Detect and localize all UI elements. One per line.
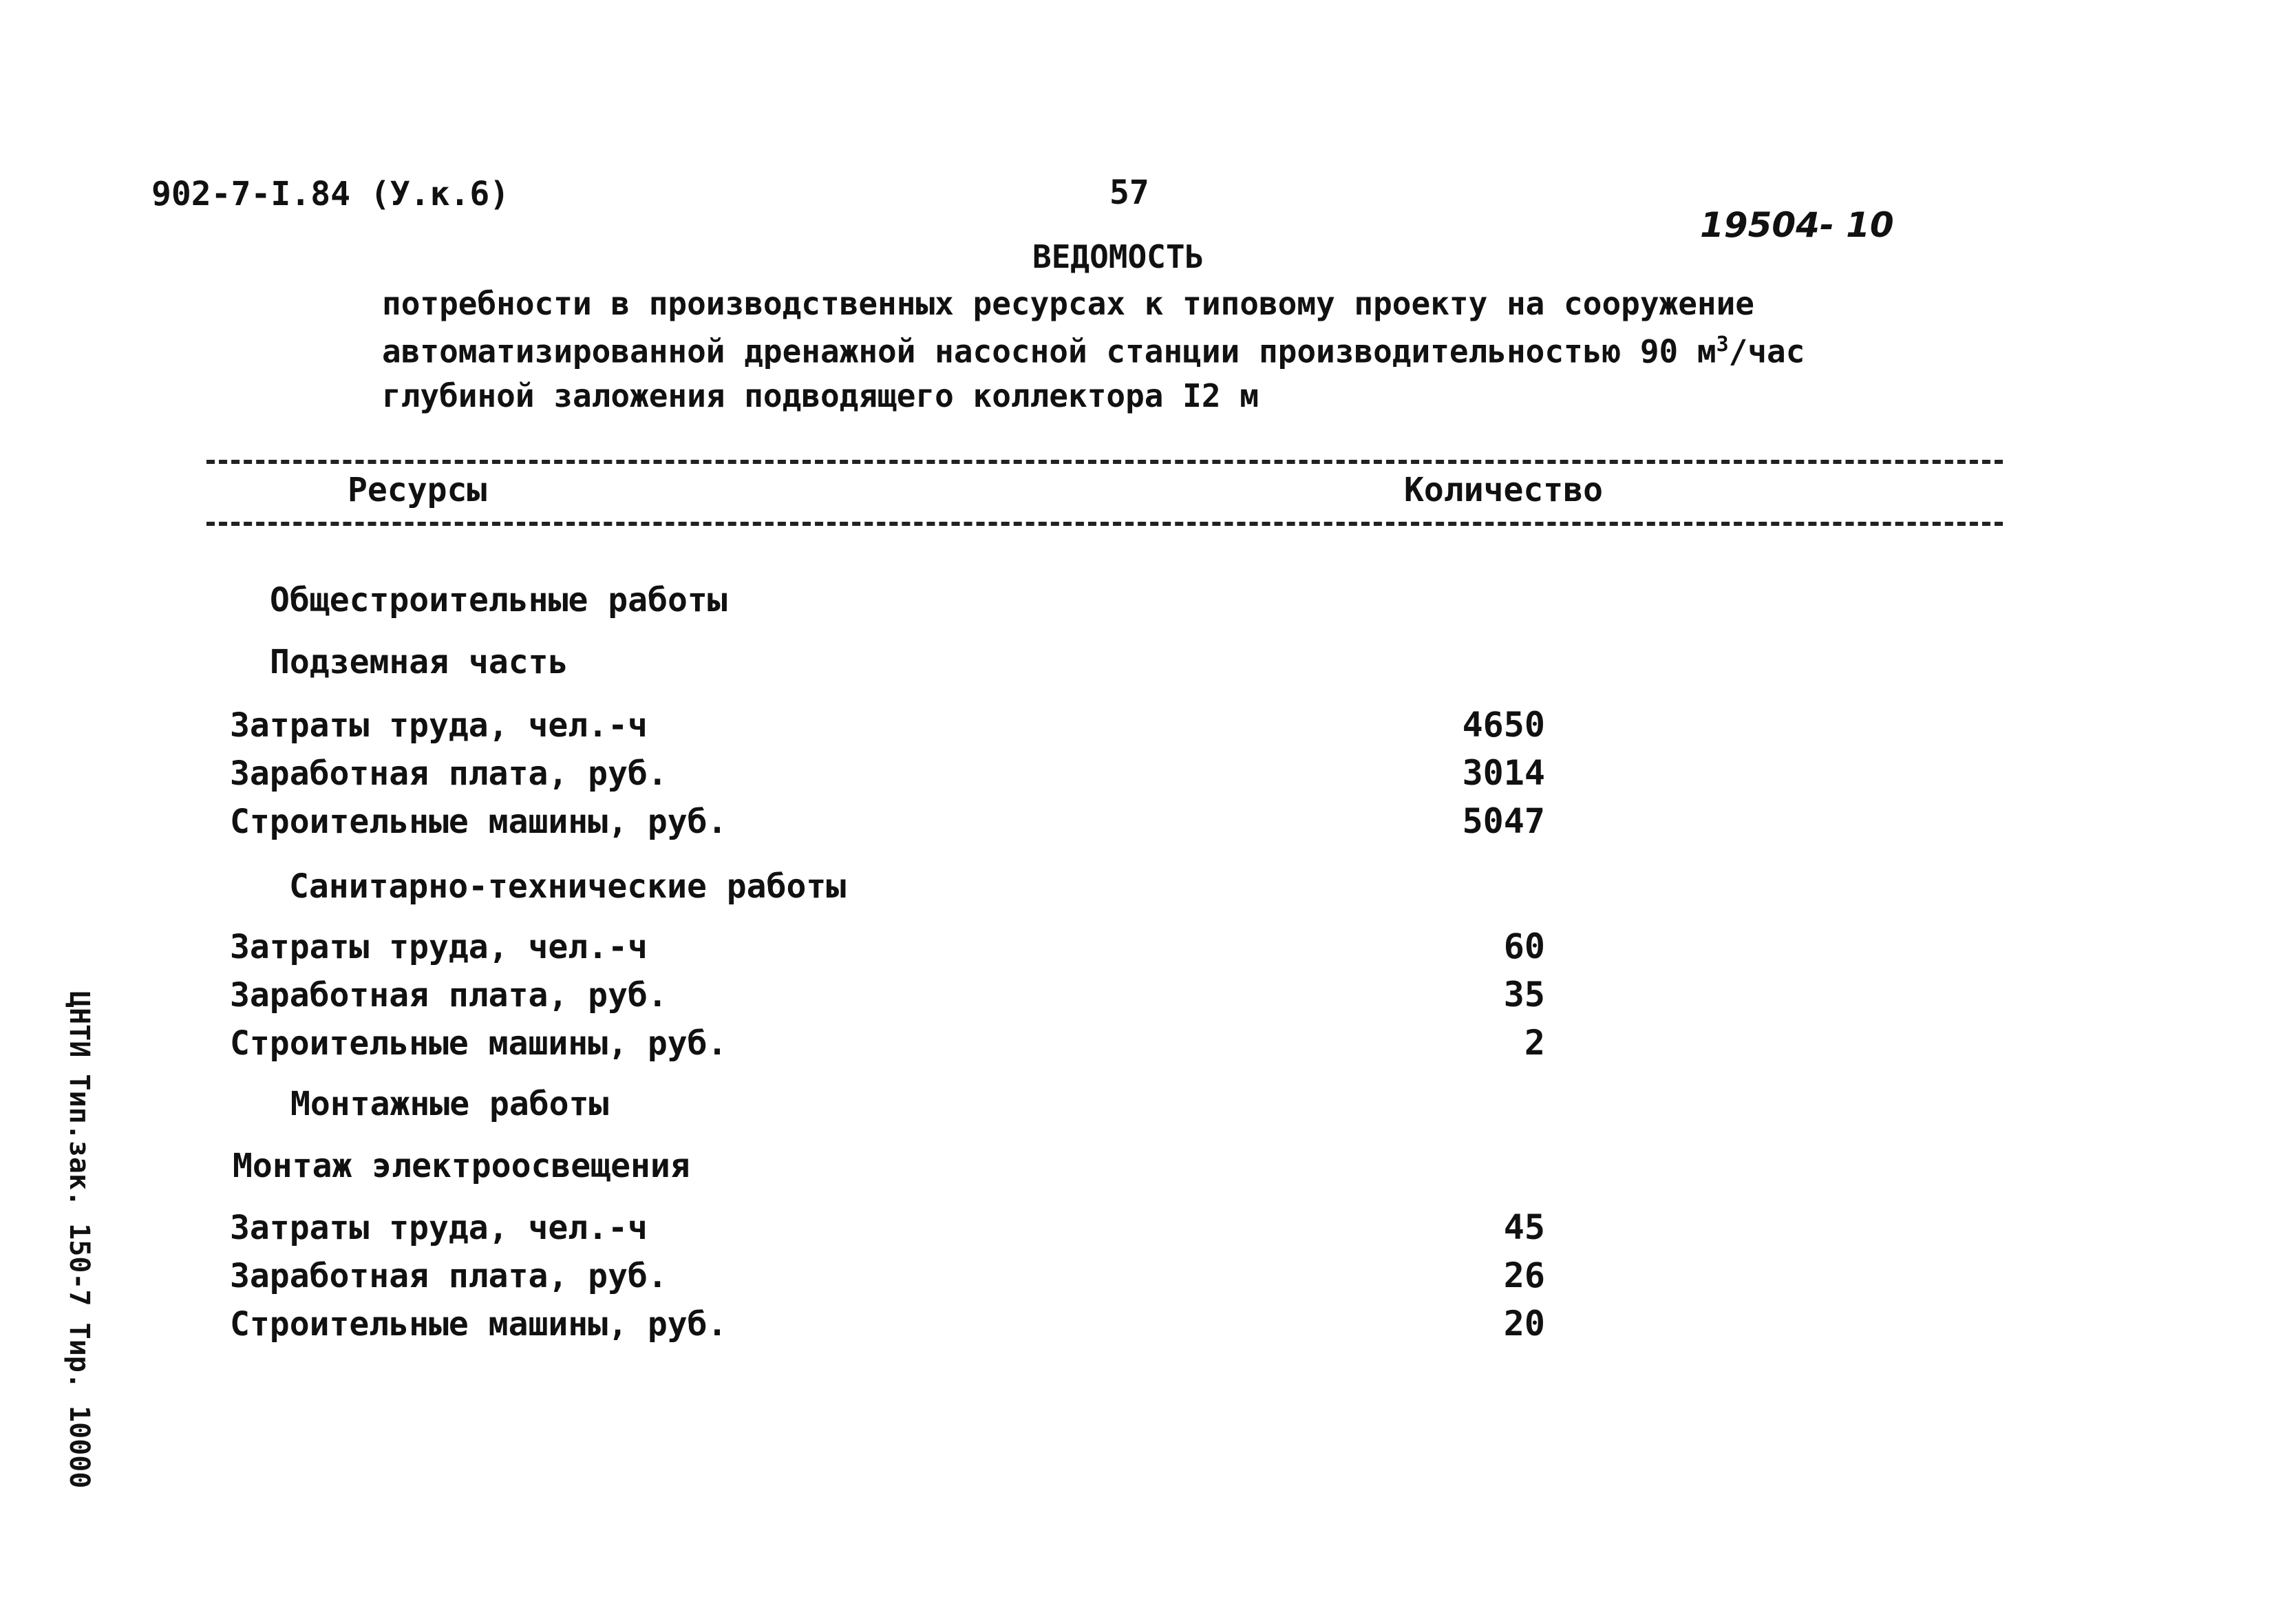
table-row-value: 3014 (1462, 753, 1545, 793)
table-row-label: Строительные машины, руб. (230, 1024, 727, 1063)
subsection-underground: Подземная часть (270, 643, 568, 681)
table-top-rule (206, 460, 2003, 464)
handwritten-number: 19504- 10 (1700, 205, 1894, 245)
section-sanitary-works: Санитарно-технические работы (289, 867, 847, 906)
table-row-label: Заработная плата, руб. (230, 976, 668, 1015)
section-general-works: Общестроительные работы (270, 581, 727, 619)
table-row-value: 5047 (1462, 801, 1545, 841)
table-row-value: 26 (1503, 1255, 1545, 1295)
table-row-value: 20 (1503, 1304, 1545, 1344)
table-row-value: 60 (1503, 926, 1545, 966)
title-line-2: автоматизированной дренажной насосной станции производительностью 90 $м^3$/час (382, 332, 1805, 370)
document-code: 902-7-I.84 (У.к.6) (151, 175, 510, 213)
column-header-quantity: Количество (1404, 471, 1603, 509)
column-header-resources: Ресурсы (348, 471, 487, 509)
print-info-side-note: ЦНТИ Тип.зак. 150-7 Тир. 10000 (63, 991, 95, 1489)
page-number: 57 (1109, 173, 1149, 212)
table-row-value: 35 (1503, 975, 1545, 1015)
table-row-value: 45 (1503, 1207, 1545, 1247)
table-row-value: 4650 (1462, 705, 1545, 745)
table-row-value: 2 (1524, 1023, 1545, 1063)
table-row-label: Строительные машины, руб. (230, 803, 727, 841)
table-row-label: Заработная плата, руб. (230, 1257, 668, 1295)
document-heading: ВЕДОМОСТЬ (1032, 238, 1204, 275)
table-row-label: Строительные машины, руб. (230, 1305, 727, 1344)
table-row-label: Заработная плата, руб. (230, 754, 668, 793)
table-row-label: Затраты труда, чел.-ч (230, 928, 648, 966)
subsection-electric-lighting: Монтаж электроосвещения (233, 1147, 690, 1185)
table-header-rule (206, 522, 2003, 526)
table-row-label: Затраты труда, чел.-ч (230, 1209, 648, 1247)
section-assembly-works: Монтажные работы (290, 1085, 609, 1123)
title-line-3: глубиной заложения подводящего коллектора I2 м (382, 377, 1259, 414)
table-row-label: Затраты труда, чел.-ч (230, 706, 648, 745)
title-line-1: потребности в производственных ресурсах к типовому проекту на сооружение (382, 285, 1754, 322)
